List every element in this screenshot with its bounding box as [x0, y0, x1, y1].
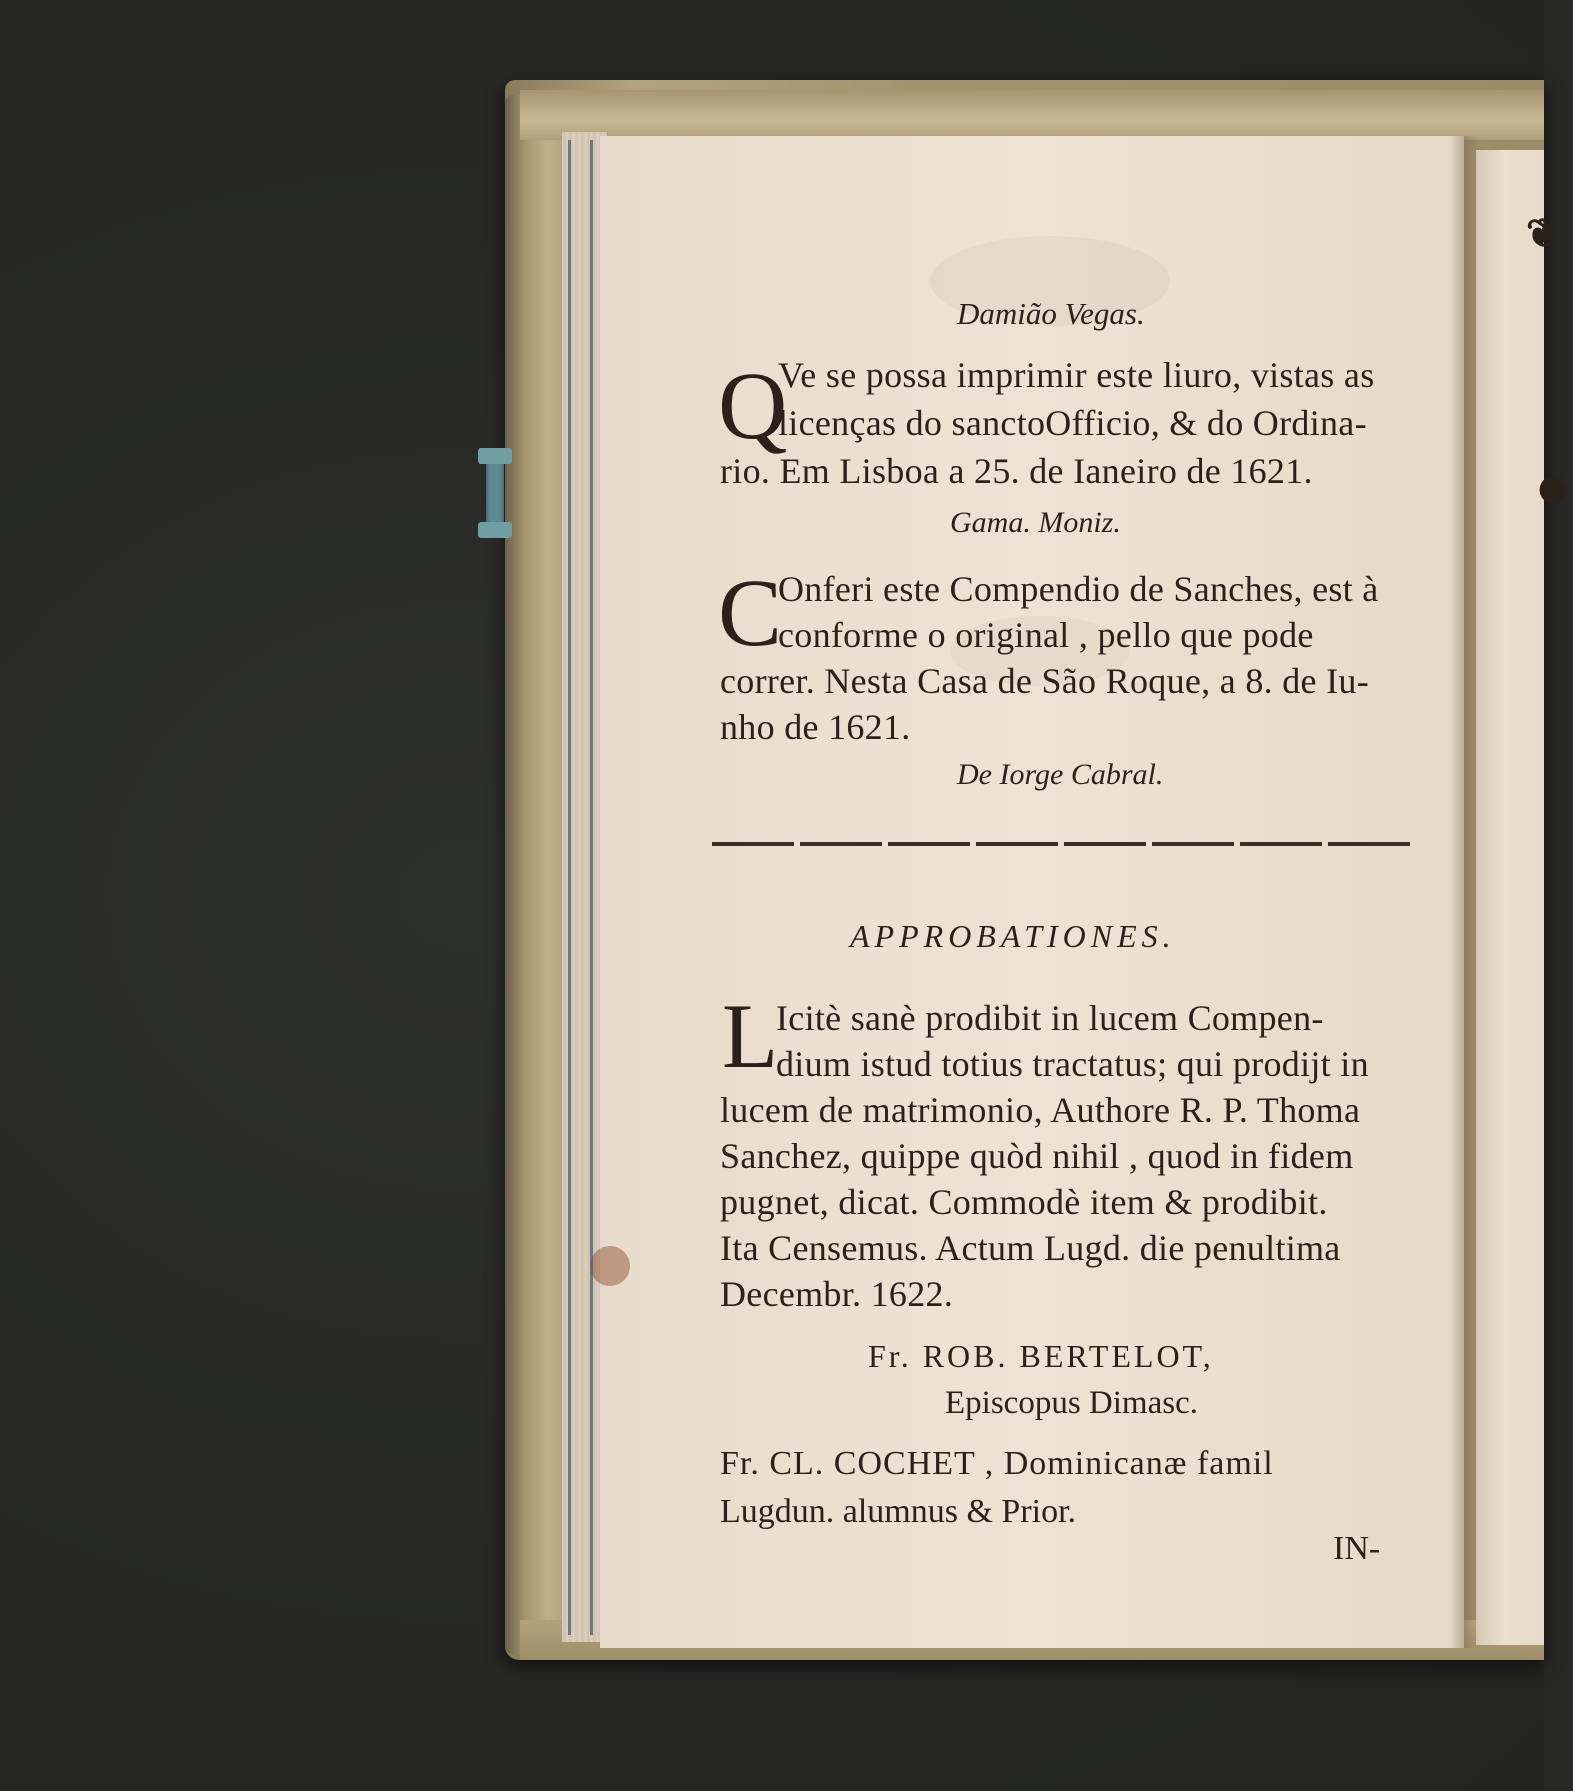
censor-name-heading: Damião Vegas.	[957, 296, 1145, 331]
clasp-cap-bottom	[478, 522, 512, 538]
approbationes-heading: APPROBATIONES.	[850, 918, 1176, 954]
signature-bertelot-name: Fr. ROB. BERTELOT,	[868, 1338, 1214, 1374]
clasp-icon	[478, 448, 512, 538]
conferi-line-2: conforme o original , pello que pode	[778, 615, 1314, 655]
frame-rule-inner	[590, 140, 593, 1635]
drop-cap-c: C	[718, 559, 783, 666]
frame-rule-outer	[568, 140, 571, 1635]
facing-page-ornament-icon: ❦	[1526, 211, 1560, 256]
conferi-line-3: correr. Nesta Casa de São Roque, a 8. de Iu-	[720, 661, 1369, 701]
conferi-line-4: nho de 1621.	[720, 707, 911, 747]
license-line-1: Ve se possa imprimir este liuro, vistas as	[778, 355, 1375, 395]
approbatio-line-3: lucem de matrimonio, Authore R. P. Thoma	[720, 1090, 1361, 1130]
drop-cap-q: Q	[718, 352, 788, 459]
approbatio-line-4: Sanchez, quippe quòd nihil , quod in fidem	[720, 1136, 1354, 1176]
conferi-signature: De Iorge Cabral.	[957, 758, 1164, 791]
signature-cochet-line-2: Lugdun. alumnus & Prior.	[720, 1493, 1077, 1530]
cover-top-edge	[520, 90, 1544, 140]
license-line-2: licenças do sanctoOfficio, & do Ordina-	[778, 403, 1367, 443]
catchword: IN-	[1333, 1530, 1381, 1567]
section-divider	[712, 842, 1412, 846]
approbatio-line-2: dium istud totius tractatus; qui prodijt in	[776, 1044, 1369, 1084]
foxing-stain	[590, 1246, 630, 1286]
license-line-3: rio. Em Lisboa a 25. de Ianeiro de 1621.	[720, 451, 1313, 491]
approbatio-line-7: Decembr. 1622.	[720, 1274, 954, 1314]
clasp-cap-top	[478, 448, 512, 464]
cover-left-edge	[505, 95, 565, 1655]
signature-cochet-line-1: Fr. CL. COCHET , Dominicanæ famil	[720, 1445, 1274, 1482]
drop-cap-l: L	[722, 985, 779, 1087]
approbatio-line-1: Icitè sanè prodibit in lucem Compen-	[776, 998, 1324, 1038]
facing-page-edge	[1476, 150, 1573, 1645]
approbatio-line-6: Ita Censemus. Actum Lugd. die penultima	[720, 1228, 1341, 1268]
facing-page-fragment-icon: ●	[1534, 451, 1573, 522]
conferi-line-1: Onferi este Compendio de Sanches, est à	[778, 569, 1379, 609]
signature-bertelot-title: Episcopus Dimasc.	[945, 1385, 1198, 1421]
license-signatures: Gama. Moniz.	[950, 506, 1121, 539]
approbatio-line-5: pugnet, dicat. Commodè item & prodibit.	[720, 1182, 1328, 1222]
